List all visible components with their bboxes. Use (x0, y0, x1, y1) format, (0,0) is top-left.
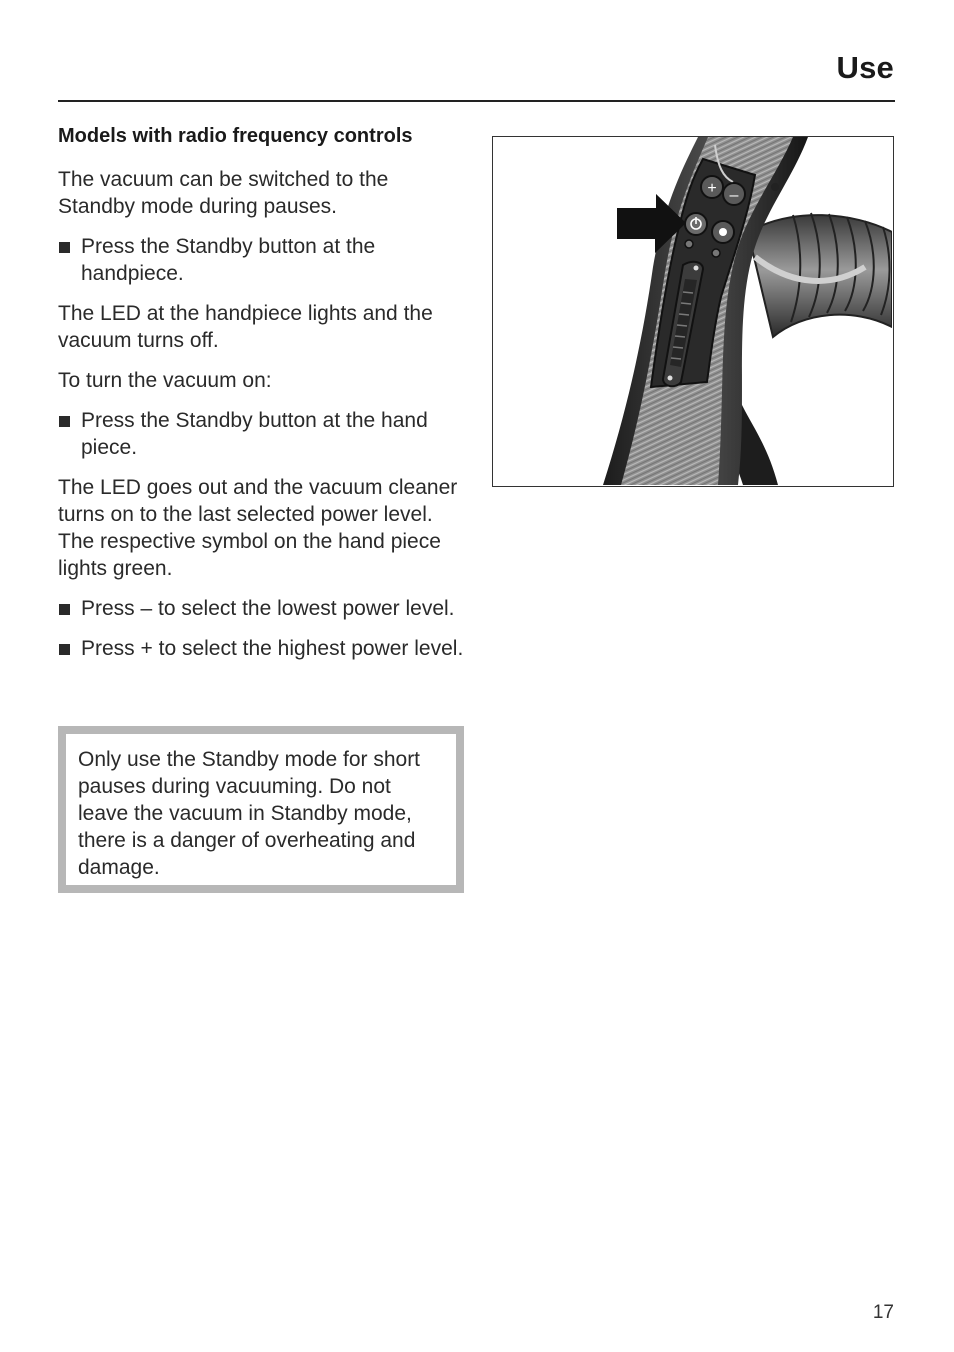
step-turn-on-text: Press the Standby button at the hand piece. (81, 409, 428, 459)
turn-on-label: To turn the vacuum on: (58, 369, 272, 392)
intro-paragraph: The vacuum can be switched to the Standby mode during pauses. (58, 168, 389, 218)
handpiece-drawing (493, 137, 892, 485)
step-lowest-power (58, 595, 468, 622)
step-turn-on (58, 407, 468, 461)
title-divider (58, 100, 895, 102)
bullet-square-icon (59, 644, 70, 655)
step-lowest-power-text: Press – to select the lowest power level. (81, 597, 455, 620)
brush-led-icon (712, 249, 720, 257)
result-standby-paragraph: The LED at the handpiece lights and the vacuum turns off. (58, 302, 433, 352)
warning-notice-text: Only use the Standby mode for short pauses during vacuuming. Do not leave the vacuum in Standby mode, there is a danger of overheating and damage. (78, 748, 421, 879)
bullet-square-icon (59, 242, 70, 253)
step-standby-text: Press the Standby button at the handpiece. (81, 235, 376, 285)
step-standby (58, 233, 468, 287)
warning-notice-box (58, 726, 464, 893)
step-highest-power-text: Press + to select the highest power level. (81, 637, 464, 660)
page-title: Use (836, 50, 894, 85)
step-highest-power (58, 635, 468, 662)
standby-led-icon (685, 240, 693, 248)
minus-symbol: – (729, 187, 739, 204)
bullet-square-icon (59, 604, 70, 615)
section-heading: Models with radio frequency controls (58, 125, 413, 147)
instructions-column (58, 122, 468, 675)
plus-symbol: + (707, 180, 717, 197)
handpiece-illustration (492, 136, 894, 487)
result-turn-on-paragraph: The LED goes out and the vacuum cleaner turns on to the last selected power level. The respective symbol on the hand piece lights green. (58, 476, 458, 580)
page-number: 17 (872, 1302, 894, 1323)
bullet-square-icon (59, 416, 70, 427)
